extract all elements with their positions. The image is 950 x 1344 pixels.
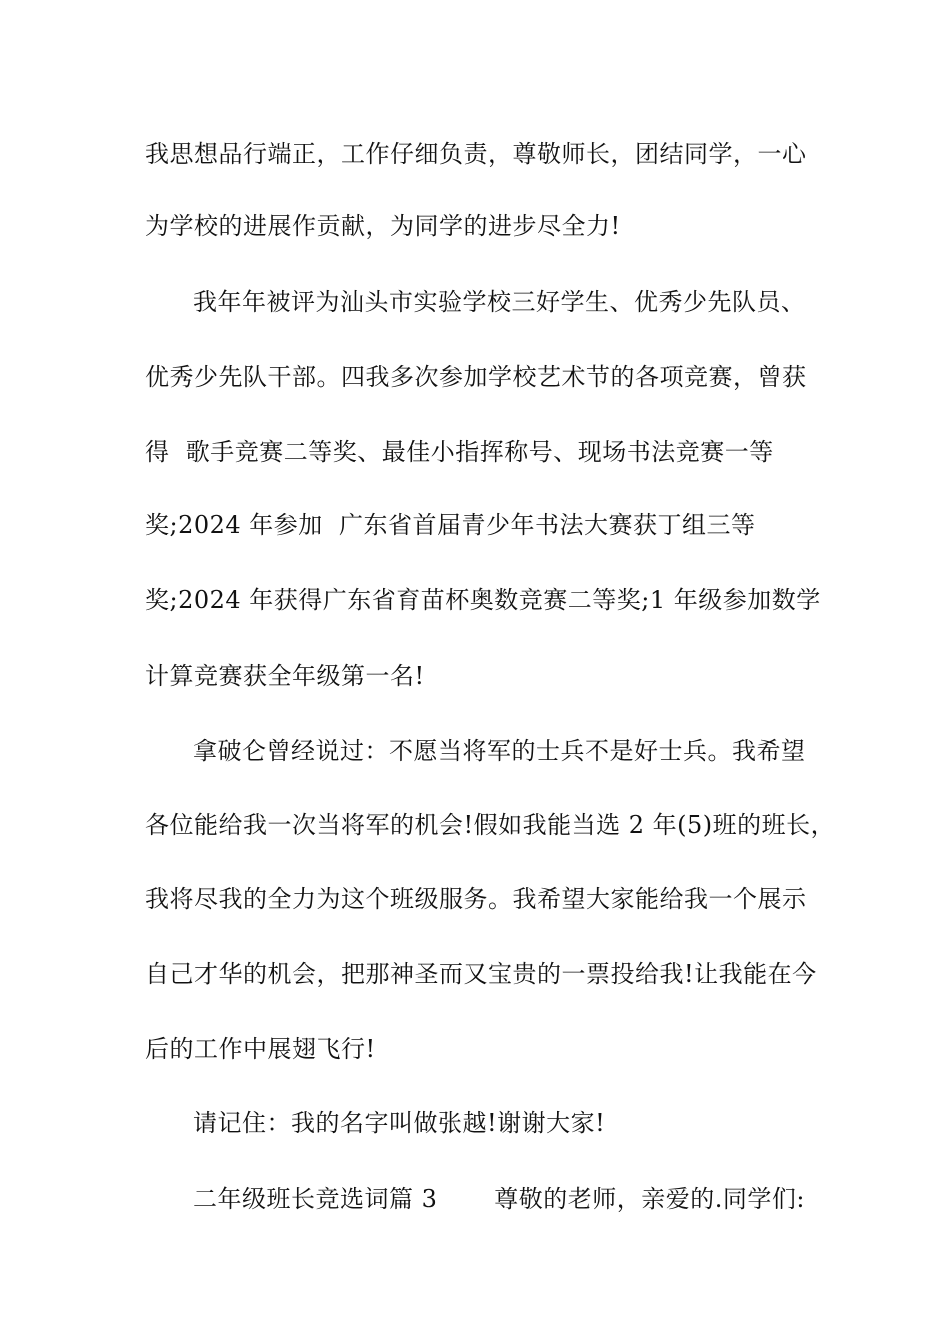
paragraph-line: 为学校的进展作贡献，为同学的进步尽全力! xyxy=(145,212,621,240)
paragraph-line: 我年年被评为汕头市实验学校三好学生、优秀少先队员、 xyxy=(193,288,806,316)
paragraph-line: 我思想品行端正，工作仔细负责，尊敬师长，团结同学，一心 xyxy=(145,140,807,168)
paragraph-line: 优秀少先队干部。四我多次参加学校艺术节的各项竞赛，曾获 xyxy=(145,363,807,391)
paragraph-line: 请记住：我的名字叫做张越!谢谢大家! xyxy=(193,1109,606,1137)
paragraph-line: 奖;2024 年获得广东省育苗杯奥数竞赛二等奖;1 年级参加数学 xyxy=(145,586,821,614)
paragraph-line: 计算竞赛获全年级第一名! xyxy=(145,662,425,690)
paragraph-line: 得 歌手竞赛二等奖、最佳小指挥称号、现场书法竞赛一等 xyxy=(145,438,774,466)
paragraph-line: 奖;2024 年参加 广东省首届青少年书法大赛获丁组三等 xyxy=(145,511,756,539)
paragraph-line: 拿破仑曾经说过：不愿当将军的士兵不是好士兵。我希望 xyxy=(193,737,806,765)
section-heading-line: 二年级班长竞选词篇 3 尊敬的老师，亲爱的.同学们: xyxy=(193,1185,806,1213)
paragraph-line: 我将尽我的全力为这个班级服务。我希望大家能给我一个展示 xyxy=(145,885,807,913)
paragraph-line: 各位能给我一次当将军的机会!假如我能当选 2 年(5)班的班长， xyxy=(145,811,836,839)
paragraph-line: 后的工作中展翅飞行! xyxy=(145,1035,376,1063)
paragraph-line: 自己才华的机会，把那神圣而又宝贵的一票投给我!让我能在今 xyxy=(145,960,817,988)
